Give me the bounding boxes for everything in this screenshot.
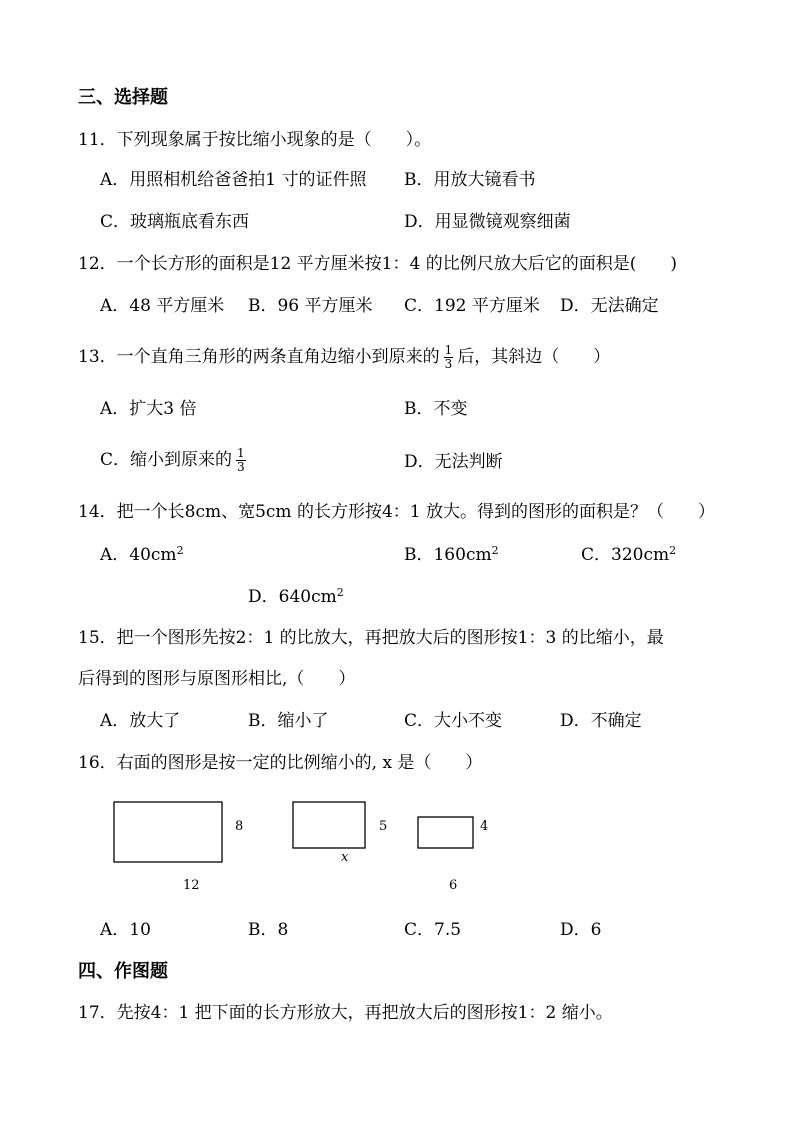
question-13-option-c-text: C．缩小到原来的 xyxy=(100,450,233,470)
question-16-stem: 16．右面的图形是按一定的比例缩小的, x 是（ ） xyxy=(78,753,483,773)
option-text: C．320cm xyxy=(581,545,670,565)
question-15-stem-line-2: 后得到的图形与原图形相比,（ ） xyxy=(78,669,356,689)
question-12-option-a: A．48 平方厘米 xyxy=(100,296,225,316)
rectangle-small-height-label: 4 xyxy=(480,819,489,834)
exponent: 2 xyxy=(669,544,677,557)
question-13-stem-text: 13．一个直角三角形的两条直角边缩小到原来的 xyxy=(78,347,440,367)
question-12-option-b: B．96 平方厘米 xyxy=(248,296,373,316)
fraction-numerator: 1 xyxy=(237,446,245,460)
rectangle-large-width-label: 12 xyxy=(183,878,200,893)
question-14-option-a xyxy=(100,545,184,565)
question-12-option-d: D．无法确定 xyxy=(560,296,659,316)
rectangles-figure xyxy=(100,790,520,900)
section-title-drawing: 四、作图题 xyxy=(78,961,168,982)
question-14-option-b xyxy=(404,545,499,565)
option-text: D．640cm xyxy=(248,587,337,607)
exponent: 2 xyxy=(491,544,499,557)
question-13-option-b: B．不变 xyxy=(404,399,468,419)
rectangle-small-width-label: 6 xyxy=(449,878,458,893)
rectangle-small xyxy=(418,817,473,848)
question-13-option-a: A．扩大3 倍 xyxy=(100,399,197,419)
question-11-option-b: B．用放大镜看书 xyxy=(404,170,536,190)
rectangle-medium xyxy=(293,802,365,848)
exponent: 2 xyxy=(336,586,344,599)
question-11-option-a: A．用照相机给爸爸拍1 寸的证件照 xyxy=(100,170,367,190)
question-16-option-a: A．10 xyxy=(100,920,151,940)
question-15-option-c: C．大小不变 xyxy=(404,711,503,731)
question-13-stem xyxy=(78,339,610,375)
fraction-denominator: 3 xyxy=(237,460,245,474)
question-11-option-c: C．玻璃瓶底看东西 xyxy=(100,212,250,232)
question-14-stem: 14．把一个长8cm、宽5cm 的长方形按4：1 放大。得到的图形的面积是？（ ） xyxy=(78,502,715,522)
question-13-option-d: D．无法判断 xyxy=(404,452,503,472)
question-16-option-d: D．6 xyxy=(560,920,602,940)
question-15-option-d: D．不确定 xyxy=(560,711,642,731)
fraction-one-third xyxy=(236,447,246,474)
question-16-option-c: C．7.5 xyxy=(404,920,462,940)
rectangle-large-height-label: 8 xyxy=(235,819,244,834)
question-13-option-c xyxy=(100,442,250,478)
question-12-stem: 12．一个长方形的面积是12 平方厘米按1：4 的比例尺放大后它的面积是( ) xyxy=(78,254,677,274)
question-16-option-b: B．8 xyxy=(248,920,289,940)
section-title-choice: 三、选择题 xyxy=(78,87,168,108)
question-15-option-b: B．缩小了 xyxy=(248,711,329,731)
question-17-stem: 17．先按4：1 把下面的长方形放大，再把放大后的图形按1：2 缩小。 xyxy=(78,1003,613,1023)
question-13-stem-text-end: 后，其斜边（ ） xyxy=(457,347,611,367)
rectangle-medium-height-label: 5 xyxy=(379,819,388,834)
fraction-one-third xyxy=(444,344,454,371)
question-11-option-d: D．用显微镜观察细菌 xyxy=(404,212,571,232)
fraction-denominator: 3 xyxy=(444,357,453,371)
question-15-stem-line-1: 15．把一个图形先按2：1 的比放大，再把放大后的图形按1：3 的比缩小，最 xyxy=(78,628,664,648)
option-text: B．160cm xyxy=(404,545,492,565)
question-14-option-d xyxy=(248,587,344,607)
rectangle-large xyxy=(114,802,222,862)
question-15-option-a: A．放大了 xyxy=(100,711,181,731)
rectangle-medium-width-label: x xyxy=(341,850,349,865)
option-text: A．40cm xyxy=(100,545,177,565)
question-12-option-c: C．192 平方厘米 xyxy=(404,296,540,316)
question-14-option-c xyxy=(581,545,676,565)
fraction-numerator: 1 xyxy=(444,343,453,357)
question-11-stem: 11．下列现象属于按比缩小现象的是（ ）。 xyxy=(78,130,432,150)
exponent: 2 xyxy=(176,544,184,557)
